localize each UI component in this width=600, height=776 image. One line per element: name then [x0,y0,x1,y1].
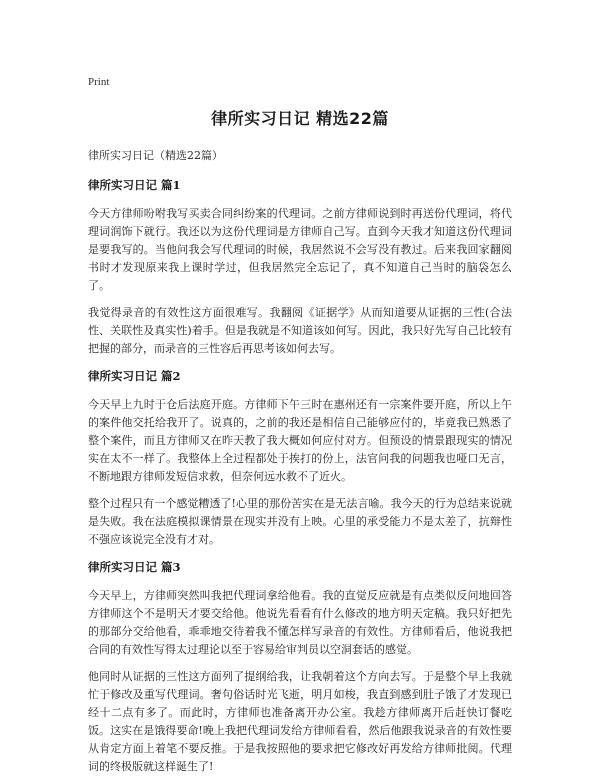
section-heading: 律所实习日记 篇1 [88,178,181,192]
paragraph: 今天早上，方律师突然叫我把代理词拿给他看。我的直觉反应就是有点类似反问地回答方律师这个不是明天才要交给他。他说先看看有什么修改的地方明天定稿。我只好把先的那部分交给他看，乖乖地交待着我不懂怎样写录音的有效性。方律师看后，他说我把合同的有效性写得太过理论以至于容易给审判员以空洞套话的感觉。 [88,589,512,656]
paragraph: 今天早上九时于仓后法庭开庭。方律师下午三时在惠州还有一宗案件要开庭，所以上午的案件他交托给我开了。说真的，之前的我还是相信自己能够应付的，毕竟我已熟悉了整个案件，而且方律师又在昨天教了我大概如何应付对方。但预设的情景跟现实的情况实在太不一样了。我整体上全过程都处于挨打的份上，法官问我的问题我也哑口无言，不断地跟方律师发短信求救，但奈何远水救不了近火。 [88,398,512,483]
section-1 [88,177,512,358]
page-title: 律所实习日记 精选22篇 [211,109,389,128]
paragraph: 整个过程只有一个感觉糟透了!心里的那份苦实在是无法言喻。我今天的行为总结来说就是失败。我在法庭模拟课情景在现实并没有上映。心里的承受能力不是太差了，抗辩性不强应该说完全没有才对。 [88,497,512,546]
section-2 [88,368,512,549]
print-link[interactable]: Print [88,76,110,88]
paragraph: 今天方律师吩咐我写买卖合同纠纷案的代理词。之前方律师说到时再送份代理词，将代理词润饰下就行。我还以为这份代理词是方律师自己写。直到今天我才知道这份代理词是要我写的。当他问我会写代理词的时候，我居然说不会写没有教过。后来我回家翻阅书时才发现原来我上课时学过，但我居然完全忘记了，真不知道自己当时的脑袋怎么了。 [88,207,512,292]
paragraph: 我觉得录音的有效性这方面很难写。我翻阅《证据学》从而知道要从证据的三性(合法性、关联性及真实性)着手。但是我就是不知道该如何写。因此，我只好先写自己比较有把握的部分，而录音的三性容后再思考该如何去写。 [88,306,512,355]
section-3 [88,559,512,776]
section-heading: 律所实习日记 篇3 [88,560,181,574]
section-heading: 律所实习日记 篇2 [88,369,181,383]
paragraph: 他同时从证据的三性这方面列了提纲给我，让我朝着这个方向去写。于是整个早上我就忙于修改及重写代理词。奢句俗话时光飞逝，明月如梭，我直到感到肚子饿了才发现已经十二点有多了。而此时，方律师也准备离开办公室。我趁方律师离开后赶快订餐吃饭。这实在是饿得要命!晚上我把代理词发给方律师看看，然后他跟我说录音的有效性要从肯定方面上着笔不要反推。于是我按照他的要求把它修改好再发给方律师批阅。代理词的终极版就这样诞生了! [88,670,512,773]
document-subtitle: 律所实习日记（精选22篇） [88,149,223,162]
